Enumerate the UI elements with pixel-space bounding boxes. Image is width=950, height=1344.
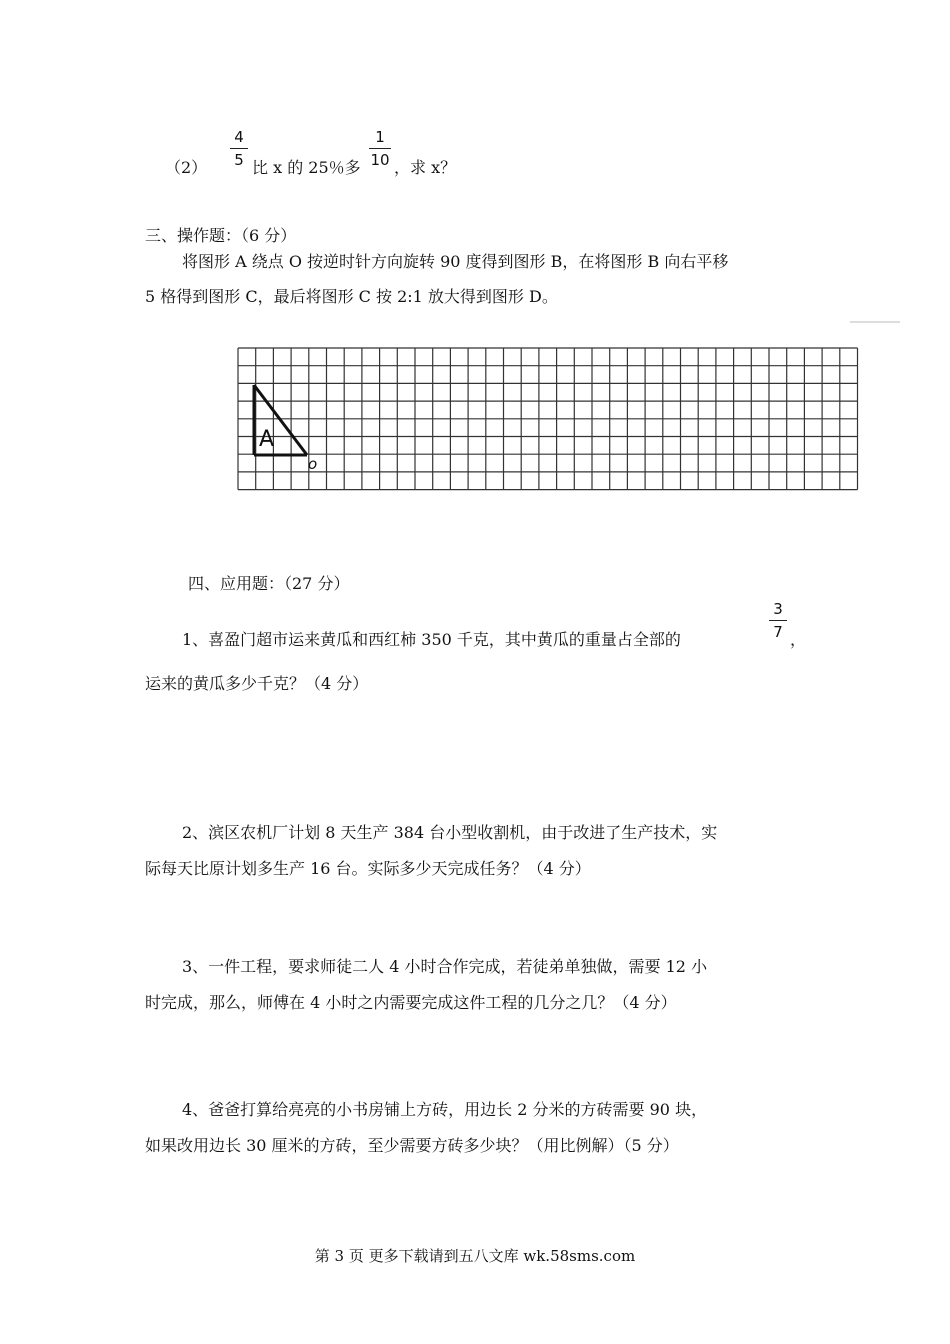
question-4-line-2: 如果改用边长 30 厘米的方砖，至少需要方砖多少块？（用比例解）（5 分） xyxy=(145,1136,679,1155)
fraction-4-5 xyxy=(229,128,249,169)
question-1-line-2: 运来的黄瓜多少千克？（4 分） xyxy=(145,674,369,693)
question-4-line-1: 4、爸爸打算给亮亮的小书房铺上方砖，用边长 2 分米的方砖需要 90 块， xyxy=(182,1100,708,1119)
grid-lines xyxy=(238,348,858,490)
problem-2-prefix: （2） xyxy=(165,158,208,177)
fraction-numerator: 1 xyxy=(375,128,385,146)
fraction-denominator: 10 xyxy=(370,151,390,169)
section-3-heading: 三、操作题：（6 分） xyxy=(145,226,297,245)
fraction-numerator: 3 xyxy=(773,600,783,618)
fraction-bar xyxy=(369,148,391,149)
fraction-bar xyxy=(230,148,248,149)
grid-figure xyxy=(200,320,900,535)
section-3-text-line-1: 将图形 A 绕点 O 按逆时针方向旋转 90 度得到图形 B，在将图形 B 向右平移 xyxy=(182,252,729,271)
problem-2-middle: 比 x 的 25％多 xyxy=(252,158,361,177)
question-1-line-1: 1、喜盈门超市运来黄瓜和西红柿 350 千克，其中黄瓜的重量占全部的 xyxy=(182,630,681,649)
section-3-text-line-2: 5 格得到图形 C，最后将图形 C 按 2:1 放大得到图形 D。 xyxy=(145,287,558,306)
question-1-comma: ， xyxy=(790,630,807,649)
question-2-line-2: 际每天比原计划多生产 16 台。实际多少天完成任务？（4 分） xyxy=(145,859,591,878)
fraction-numerator: 4 xyxy=(234,128,244,146)
fraction-denominator: 5 xyxy=(234,151,244,169)
question-2-line-1: 2、滨区农机厂计划 8 天生产 384 台小型收割机，由于改进了生产技术，实 xyxy=(182,823,718,842)
fraction-3-7 xyxy=(768,600,788,641)
fraction-1-10 xyxy=(368,128,392,169)
fraction-denominator: 7 xyxy=(773,623,783,641)
problem-2-suffix: ，求 x？ xyxy=(394,158,457,177)
page-footer: 第 3 页 更多下载请到五八文库 wk.58sms.com xyxy=(314,1247,636,1265)
point-label-o: o xyxy=(308,455,318,473)
fraction-bar xyxy=(769,620,787,621)
section-4-heading: 四、应用题：（27 分） xyxy=(188,574,350,593)
triangle-label-a: A xyxy=(259,427,275,452)
question-3-line-1: 3、一件工程，要求师徒二人 4 小时合作完成，若徒弟单独做，需要 12 小 xyxy=(182,957,708,976)
question-3-line-2: 时完成，那么，师傅在 4 小时之内需要完成这件工程的几分之几？（4 分） xyxy=(145,993,677,1012)
grid-svg xyxy=(200,320,900,535)
